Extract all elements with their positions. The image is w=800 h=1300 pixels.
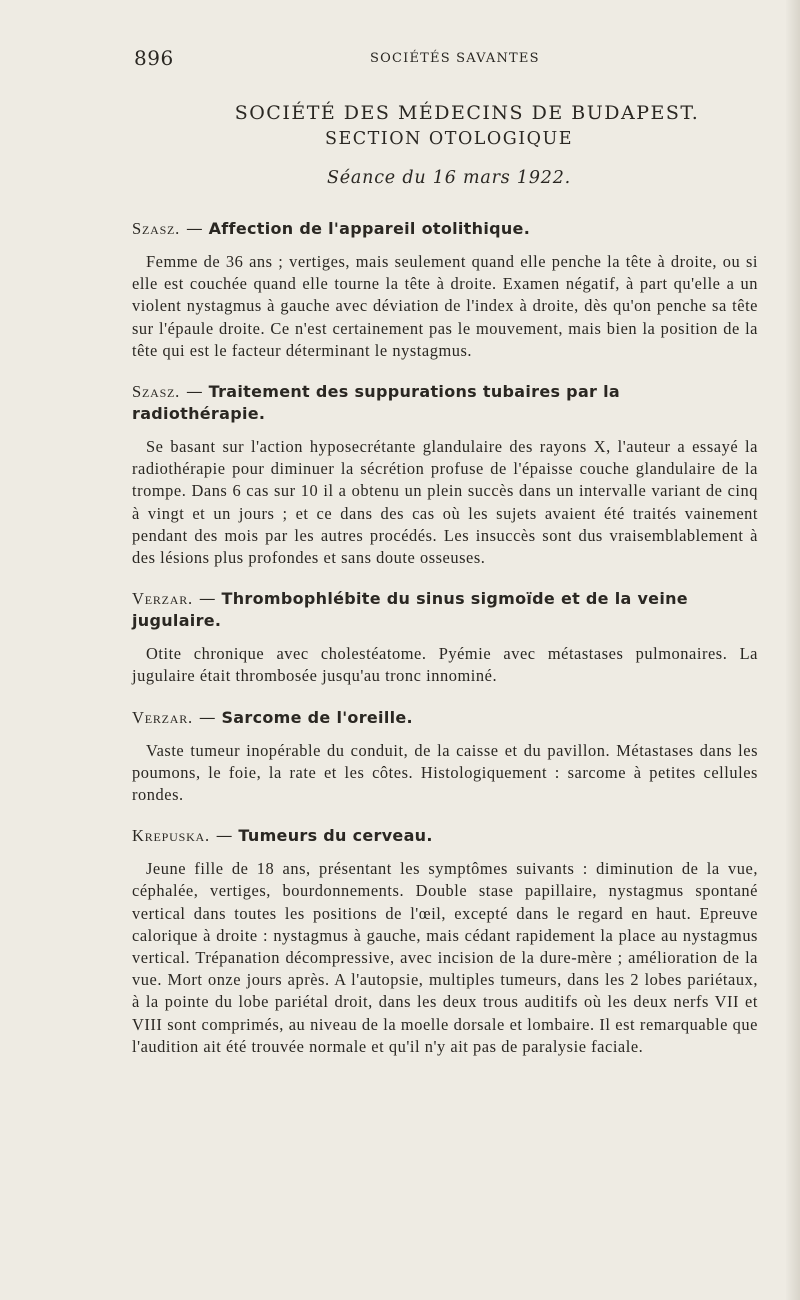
section-title: SECTION OTOLOGIQUE <box>324 129 574 149</box>
entry-title: Thrombophlébite du sinus sigmoïde et de la veine jugulaire. <box>132 589 688 631</box>
entry-heading <box>132 825 758 847</box>
entry-author: Verzar. <box>132 707 193 727</box>
entry-dash: — <box>198 589 216 609</box>
entry-body: Femme de 36 ans ; vertiges, mais seulement quand elle penche la tête à droite, ou si elle est couchée quand elle tourne la tête à droite. Examen négatif, à part qu'elle a un violent nystagmus à gauche avec déviation de l'index à droite, dès qu'on penche sa tête sur l'épaule droite. Ce n'est certainement pas le mouvement, mais bien la position de la tête qui est le facteur déterminant le nystagmus. <box>132 252 758 360</box>
page-content <box>132 218 758 1077</box>
entry-author: Szasz. <box>132 219 181 238</box>
entry-title: Sarcome de l'oreille. <box>221 707 413 727</box>
entry-thrombophlebitis <box>132 588 758 687</box>
entry-body: Se basant sur l'action hyposecrétante glandulaire des rayons X, l'auteur a essayé la radiothérapie pour diminuer la sécrétion profuse de l'épaisse couche glandulaire de la trompe. Dans 6 cas sur 10 il a obtenu un plein succès dans un intervalle variant de cinq à vingt et un jours ; et ce dans des cas où les sujets avaient été traités vainement pendant des mois par les autres procédés. Les insuccès sont dus vraisemblablement à des lésions plus profondes et sans doute osseuses. <box>132 437 758 568</box>
title-block <box>134 100 764 188</box>
page-number: 896 <box>134 46 174 70</box>
entry-brain-tumors <box>132 825 758 1058</box>
session-date: Séance du 16 mars 1922. <box>326 168 572 188</box>
page-edge <box>786 0 800 1300</box>
entry-author: Krepuska. <box>132 826 210 846</box>
entry-heading <box>132 218 758 240</box>
entry-title: Tumeurs du cerveau. <box>238 826 433 846</box>
society-title: SOCIÉTÉ DES MÉDECINS DE BUDAPEST. <box>234 102 700 124</box>
entry-title: Traitement des suppurations tubaires par la radiothérapie. <box>132 382 620 424</box>
entry-dash: — <box>186 382 203 402</box>
entry-body: Jeune fille de 18 ans, présentant les symptômes suivants : diminution de la vue, céphalée, vertiges, bourdonnements. Double stase papillaire, nystagmus spontané vertical dans toutes les positions de l'œil, excepté dans le regard en haut. Epreuve calorique à droite : nystagmus à gauche, mais cédant rapidement la place au nystagmus vertical. Trépanation décompressive, avec incision de la dure-mère ; amélioration de la vue. Mort onze jours après. A l'autopsie, multiples tumeurs, dans les 2 lobes pariétaux, à la pointe du lobe pariétal droit, dans les deux trous auditifs où les deux nerfs VII et VIII sont comprimés, au niveau de la moelle dorsale et lombaire. Il est remarquable que l'audition ait été trouvée normale et qu'il n'y ait pas de paralysie faciale. <box>132 859 758 1056</box>
entry-tubal-suppuration <box>132 381 758 569</box>
entry-dash: — <box>198 707 216 727</box>
entry-heading <box>132 381 758 425</box>
entry-title: Affection de l'appareil otolithique. <box>208 219 531 238</box>
entry-author: Verzar. <box>132 589 193 609</box>
entry-dash: — <box>215 826 233 846</box>
entry-otolith <box>132 218 758 362</box>
page-header <box>134 46 764 76</box>
entry-author: Szasz. <box>132 382 181 402</box>
entry-body: Vaste tumeur inopérable du conduit, de la caisse et du pavillon. Métastases dans les poumons, le foie, la rate et les côtes. Histologiquement : sarcome à petites cellules rondes. <box>132 740 758 805</box>
running-head: SOCIÉTÉS SAVANTES <box>370 51 540 66</box>
entry-body: Otite chronique avec cholestéatome. Pyémie avec métastases pulmonaires. La jugulaire était thrombosée jusqu'au tronc innominé. <box>132 644 758 686</box>
entry-dash: — <box>186 219 203 238</box>
entry-ear-sarcoma <box>132 707 758 807</box>
entry-heading <box>132 707 758 729</box>
entry-heading <box>132 588 758 632</box>
